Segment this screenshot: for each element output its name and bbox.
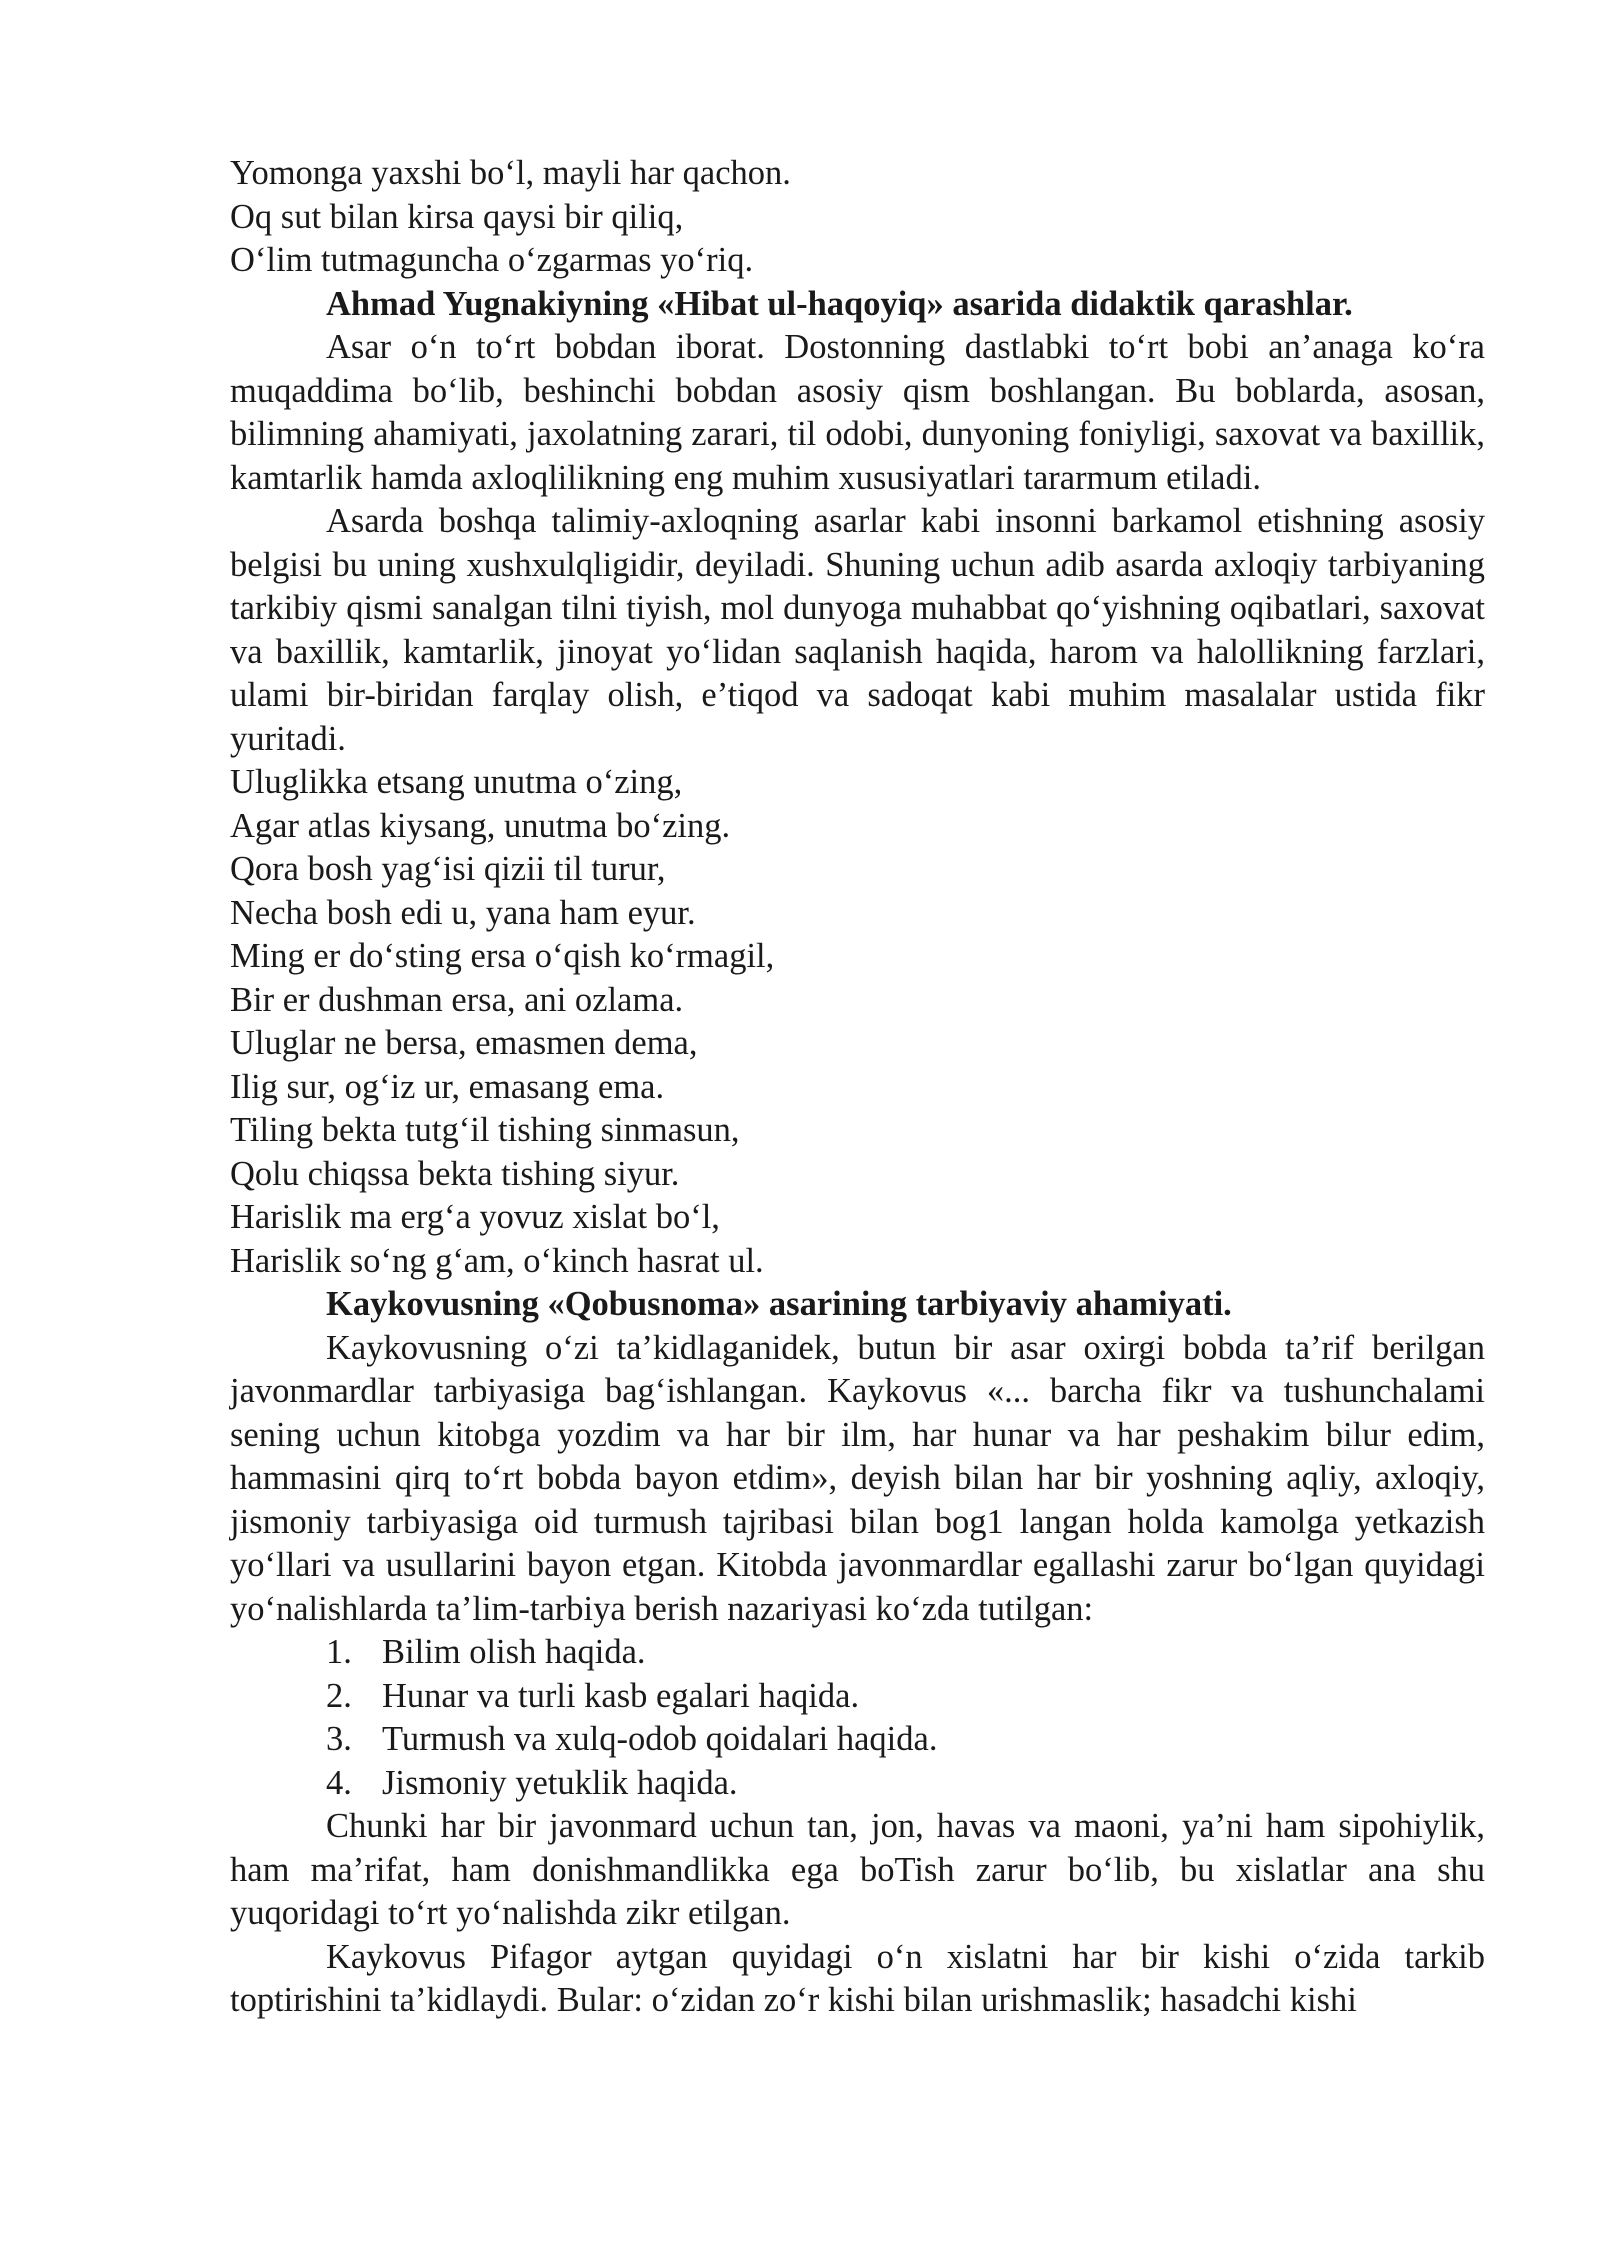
paragraph: Chunki har bir javonmard uchun tan, jon, havas va maoni, ya’ni ham sipohiylik, ham ma’rifat, ham donishmandlikka ega boTish zarur bo‘lib, bu xislatlar ana shu yuqoridagi to‘rt yo‘nalishda zikr etilgan. [230, 1807, 1485, 1932]
paragraph: Asarda boshqa talimiy-axloqning asarlar kabi insonni barkamol etishning asosiy belgisi bu uning xushxulqligidir, deyiladi. Shuning uchun adib asarda axloqiy tarbiyaning tarkibiy qismi sanalgan tilni tiyish, mol dunyoga muhabbat qo‘yishning oqibatlari, saxovat va baxillik, kamtarlik, jinoyat yo‘lidan saqlanish haqida, harom va halollikning farzlari, ulami bir-biridan farqlay olish, e’tiqod va sadoqat kabi muhim masalalar ustida fikr yuritadi. [230, 502, 1485, 758]
list-text: Jismoniy yetuklik haqida. [382, 1763, 738, 1802]
verse-line: Necha bosh edi u, yana ham eyur. [230, 893, 696, 932]
verse-line: Tiling bekta tutg‘il tishing sinmasun, [230, 1111, 740, 1149]
verse-line: Agar atlas kiysang, unutma bo‘zing. [230, 806, 731, 845]
verse-middle [230, 761, 1485, 1283]
numbered-list [230, 1631, 1485, 1805]
document-page [230, 152, 1485, 2023]
list-number: 1. [326, 1633, 352, 1671]
verse-line: Qora bosh yag‘isi qizii til turur, [230, 850, 666, 888]
verse-line: Harislik so‘ng g‘am, o‘kinch hasrat ul. [230, 1241, 764, 1280]
verse-line: Uluglar ne bersa, emasmen dema, [230, 1024, 698, 1062]
list-text: Turmush va xulq-odob qoidalari haqida. [382, 1720, 938, 1758]
verse-line: Oq sut bilan kirsa qaysi bir qiliq, [230, 197, 684, 236]
list-item [230, 1762, 1485, 1806]
verse-line: Uluglikka etsang unutma o‘zing, [230, 763, 683, 801]
section-heading-qobusnoma: Kaykovusning «Qobusnoma» asarining tarbiyaviy ahamiyati. [326, 1285, 1232, 1323]
verse-line: Qolu chiqssa bekta tishing siyur. [230, 1154, 680, 1193]
list-number: 4. [326, 1763, 352, 1802]
verse-top [230, 152, 1485, 283]
section-heading-hibat: Ahmad Yugnakiyning «Hibat ul-haqoyiq» asarida didaktik qarashlar. [326, 284, 1353, 323]
verse-line: Yomonga yaxshi bo‘l, mayli har qachon. [230, 154, 791, 192]
verse-line: O‘lim tutmaguncha o‘zgarmas yo‘riq. [230, 241, 754, 279]
verse-line: Bir er dushman ersa, ani ozlama. [230, 980, 684, 1019]
list-item [230, 1718, 1485, 1762]
list-text: Hunar va turli kasb egalari haqida. [382, 1676, 860, 1715]
list-text: Bilim olish haqida. [382, 1633, 646, 1671]
verse-line: Ilig sur, og‘iz ur, emasang ema. [230, 1067, 665, 1106]
list-number: 2. [326, 1676, 352, 1715]
list-item [230, 1631, 1485, 1675]
list-item [230, 1675, 1485, 1719]
list-number: 3. [326, 1720, 352, 1758]
paragraph: Kaykovusning o‘zi ta’kidlaganidek, butun bir asar oxirgi bobda ta’rif berilgan javonmardlar tarbiyasiga bag‘ishlangan. Kaykovus «... barcha fikr va tushunchalami sening uchun kitobga yozdim va har bir ilm, har hunar va har peshakim bilur edim, hammasini qirq to‘rt bobda bayon etdim», deyish bilan har bir yoshning aqliy, axloqiy, jismoniy tarbiyasiga oid turmush tajribasi bilan bog1 langan holda kamolga yetkazish yo‘llari va usullarini bayon etgan. Kitobda javonmardlar egallashi zarur bo‘lgan quyidagi yo‘nalishlarda ta’lim-tarbiya berish nazariyasi ko‘zda tutilgan: [230, 1328, 1485, 1628]
paragraph: Kaykovus Pifagor aytgan quyidagi o‘n xislatni har bir kishi o‘zida tarkib toptirishini ta’kidlaydi. Bular: o‘zidan zo‘r kishi bilan urishmaslik; hasadchi kishi [230, 1937, 1485, 2019]
verse-line: Harislik ma erg‘a yovuz xislat bo‘l, [230, 1198, 720, 1236]
paragraph: Asar o‘n to‘rt bobdan iborat. Dostonning dastlabki to‘rt bobi an’anaga ko‘ra muqaddima bo‘lib, beshinchi bobdan asosiy qism boshlangan. Bu boblarda, asosan, bilimning ahamiyati, jaxolatning zarari, til odobi, dunyoning foniyligi, saxovat va baxillik, kamtarlik hamda axloqlilikning eng muhim xususiyatlari tararmum etiladi. [230, 328, 1485, 497]
verse-line: Ming er do‘sting ersa o‘qish ko‘rmagil, [230, 937, 775, 975]
